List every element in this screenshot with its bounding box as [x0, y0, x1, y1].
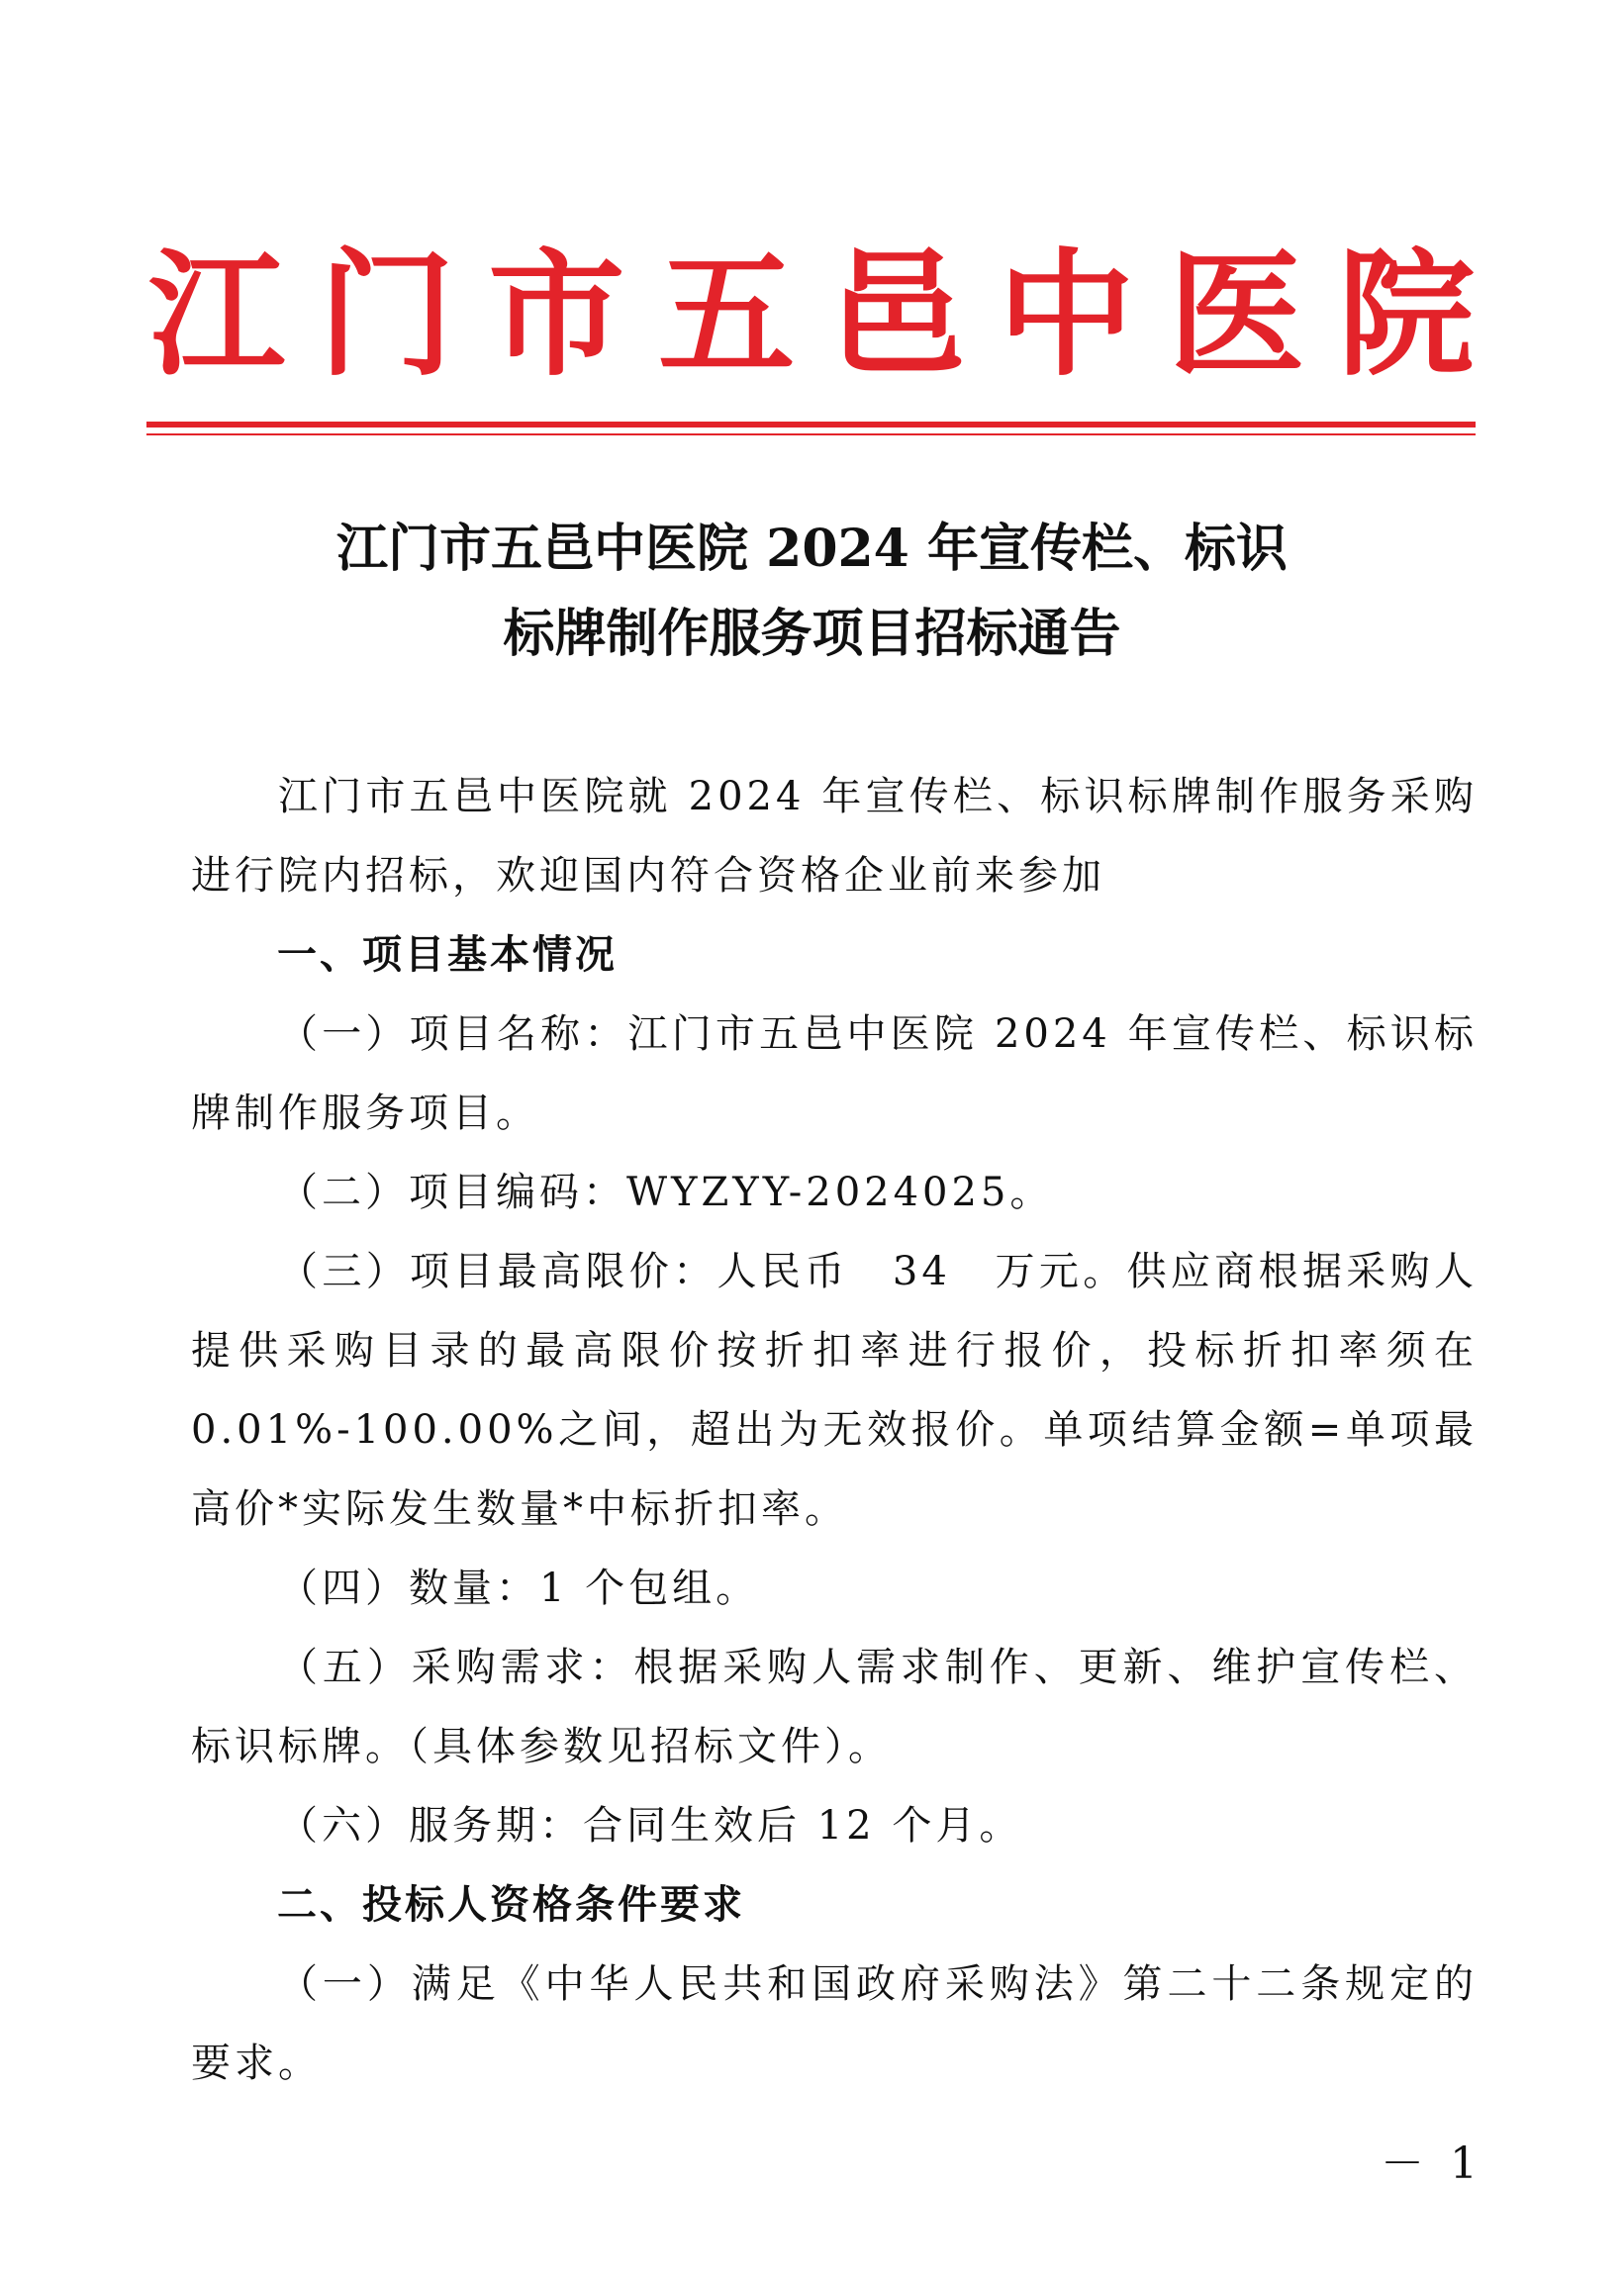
letterhead-char: 江: [148, 234, 286, 395]
item-paragraph: （六）服务期：合同生效后 12 个月。: [278, 1803, 1023, 1849]
intro-paragraph: 江门市五邑中医院就 2024 年宣传栏、标识标牌制作服务采购进行院内招标，欢迎国内符合资格企业前来参加: [191, 774, 1478, 899]
document-title-line2: 标牌制作服务项目招标通告: [503, 604, 1121, 664]
item-paragraph: （一）项目名称：江门市五邑中医院 2024 年宣传栏、标识标牌制作服务项目。: [191, 1011, 1478, 1136]
item-paragraph: （四）数量：1 个包组。: [278, 1566, 760, 1611]
section-heading: 二、投标人资格条件要求: [277, 1881, 745, 1928]
item-paragraph: （一）满足《中华人民共和国政府采购法》第二十二条规定的要求。: [191, 1961, 1478, 2086]
section-heading: 一、项目基本情况: [277, 931, 618, 978]
letterhead-char: 门: [318, 234, 455, 395]
letterhead-rule-thin: [146, 433, 1476, 435]
letterhead-rule-thick: [146, 422, 1476, 428]
page-number: － 1: [1381, 2138, 1483, 2189]
item-paragraph: （五）采购需求：根据采购人需求制作、更新、维护宣传栏、标识标牌。（具体参数见招标文件）。: [191, 1645, 1478, 1769]
letterhead-char: 五: [658, 234, 796, 395]
item-paragraph: （二）项目编码：WYZYY-2024025。: [278, 1170, 1054, 1215]
letterhead-char: 医: [1168, 234, 1305, 395]
letterhead-char: 市: [488, 234, 625, 395]
letterhead-char: 中: [998, 234, 1135, 395]
letterhead-char: 邑: [827, 234, 965, 395]
letterhead-title: [148, 236, 1475, 394]
document-title-line1: 江门市五邑中医院 2024 年宣传栏、标识: [336, 519, 1288, 579]
letterhead-char: 院: [1337, 234, 1475, 395]
item-paragraph: （三）项目最高限价：人民币 34 万元。供应商根据采购人提供采购目录的最高限价按折扣率进行报价，投标折扣率须在 0.01%-100.00%之间，超出为无效报价。单项结算金额=单项最高价*实际发生数量*中标折扣率。: [191, 1249, 1478, 1532]
